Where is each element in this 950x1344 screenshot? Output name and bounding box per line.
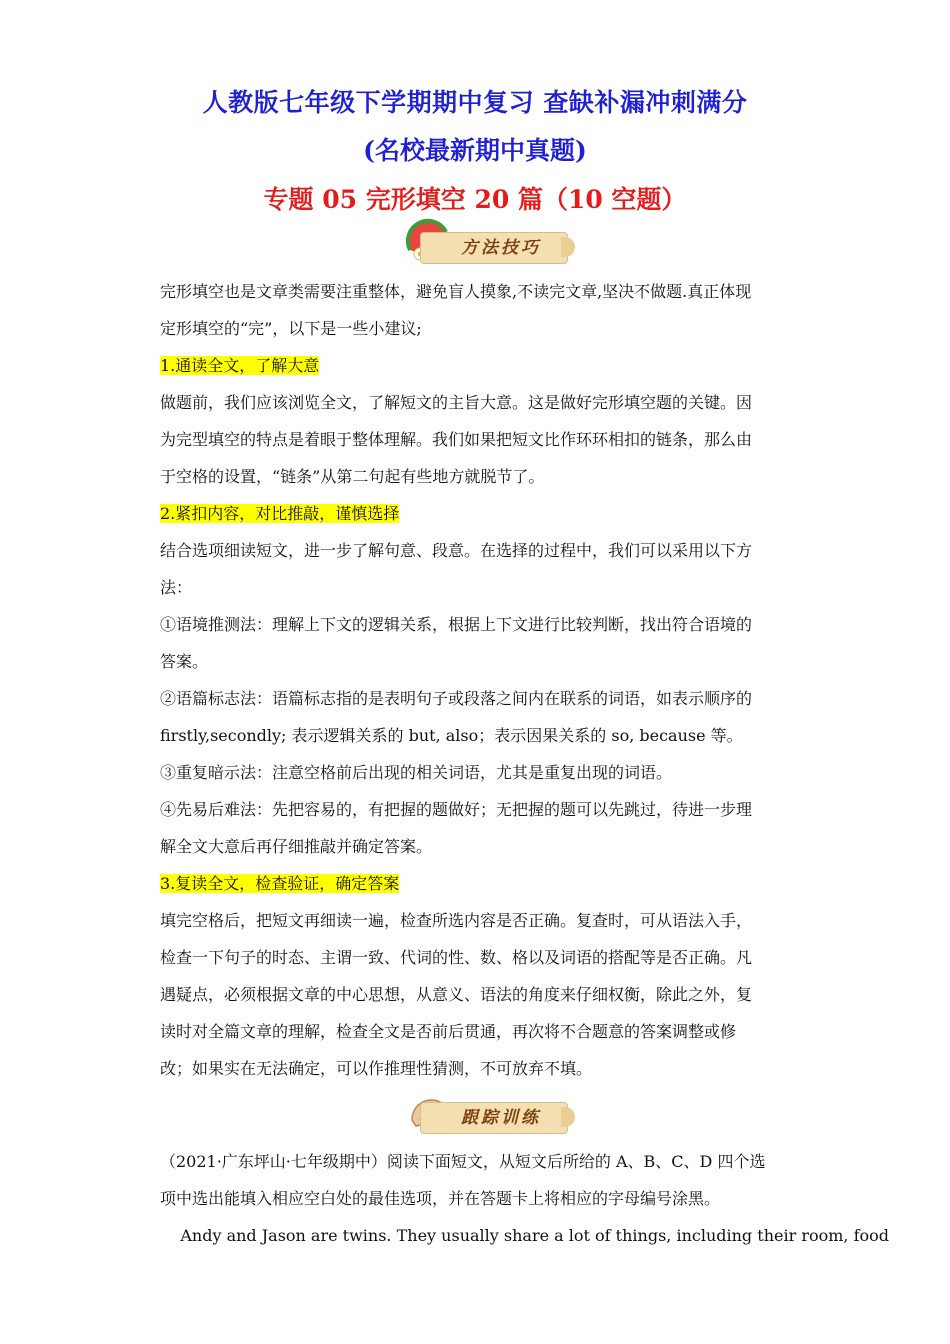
- section-2-heading: 2.紧扣内容，对比推敲，谨慎选择: [160, 504, 400, 523]
- exercise-line: （2021·广东坪山·七年级期中）阅读下面短文，从短文后所给的 A、B、C、D 四个选: [160, 1152, 766, 1171]
- exercise-line: 项中选出能填入相应空白处的最佳选项，并在答题卡上将相应的字母编号涂黑。: [160, 1189, 721, 1208]
- section-1-line: 做题前，我们应该浏览全文，了解短文的主旨大意。这是做好完形填空题的关键。因: [160, 393, 753, 412]
- training-banner-label: 跟踪训练: [420, 1102, 568, 1134]
- section-3: [160, 865, 784, 1087]
- topic-title: 专题 05 完形填空 20 篇（10 空题）: [263, 185, 687, 214]
- methods-banner-label: 方法技巧: [420, 232, 568, 264]
- methods-banner: [420, 226, 568, 270]
- section-1-line: 于空格的设置，“链条”从第二句起有些地方就脱节了。: [160, 467, 545, 486]
- section-3-heading: 3.复读全文，检查验证，确定答案: [160, 874, 400, 893]
- section-2-line: 解全文大意后再仔细推敲并确定答案。: [160, 837, 433, 856]
- training-banner: [420, 1096, 568, 1140]
- section-2-line: 法：: [160, 578, 193, 597]
- section-3-line: 读时对全篇文章的理解，检查全文是否前后贯通，再次将不合题意的答案调整或修: [160, 1022, 737, 1041]
- exercise-paragraph: [160, 1143, 889, 1254]
- section-3-line: 检查一下句子的时态、主谓一致、代词的性、数、格以及词语的搭配等是否正确。凡: [160, 948, 753, 967]
- document-title: 人教版七年级下学期期中复习 查缺补漏冲刺满分: [202, 88, 748, 117]
- section-2-line: ③重复暗示法：注意空格前后出现的相关词语，尤其是重复出现的词语。: [160, 763, 673, 782]
- document-subtitle: (名校最新期中真题): [363, 136, 587, 165]
- section-1: [160, 347, 784, 495]
- intro-line: 定形填空的“完”，以下是一些小建议;: [160, 319, 422, 338]
- section-3-line: 改；如果实在无法确定，可以作推理性猜测，不可放弃不填。: [160, 1059, 593, 1078]
- section-3-line: 遇疑点，必须根据文章的中心思想，从意义、语法的角度来仔细权衡，除此之外，复: [160, 985, 753, 1004]
- section-3-line: 填完空格后，把短文再细读一遍，检查所选内容是否正确。复查时，可从语法入手，: [160, 911, 753, 930]
- section-1-line: 为完型填空的特点是着眼于整体理解。我们如果把短文比作环环相扣的链条，那么由: [160, 430, 753, 449]
- section-1-heading: 1.通读全文，了解大意: [160, 356, 320, 375]
- section-2-line: ②语篇标志法：语篇标志指的是表明句子或段落之间内在联系的词语，如表示顺序的: [160, 689, 753, 708]
- section-2-line: ①语境推测法：理解上下文的逻辑关系，根据上下文进行比较判断，找出符合语境的: [160, 615, 753, 634]
- section-2: [160, 495, 784, 865]
- section-2-line: firstly,secondly; 表示逻辑关系的 but, also；表示因果关系的 so, because 等。: [160, 726, 743, 745]
- section-2-line: ④先易后难法：先把容易的，有把握的题做好；无把握的题可以先跳过，待进一步理: [160, 800, 753, 819]
- exercise-passage-line: Andy and Jason are twins. They usually share a lot of things, including their room, food: [160, 1226, 889, 1245]
- section-2-line: 结合选项细读短文，进一步了解句意、段意。在选择的过程中，我们可以采用以下方: [160, 541, 753, 560]
- section-2-line: 答案。: [160, 652, 209, 671]
- intro-line: 完形填空也是文章类需要注重整体，避免盲人摸象,不读完文章,坚决不做题.真正体现: [160, 282, 752, 301]
- intro-paragraph: [160, 273, 784, 347]
